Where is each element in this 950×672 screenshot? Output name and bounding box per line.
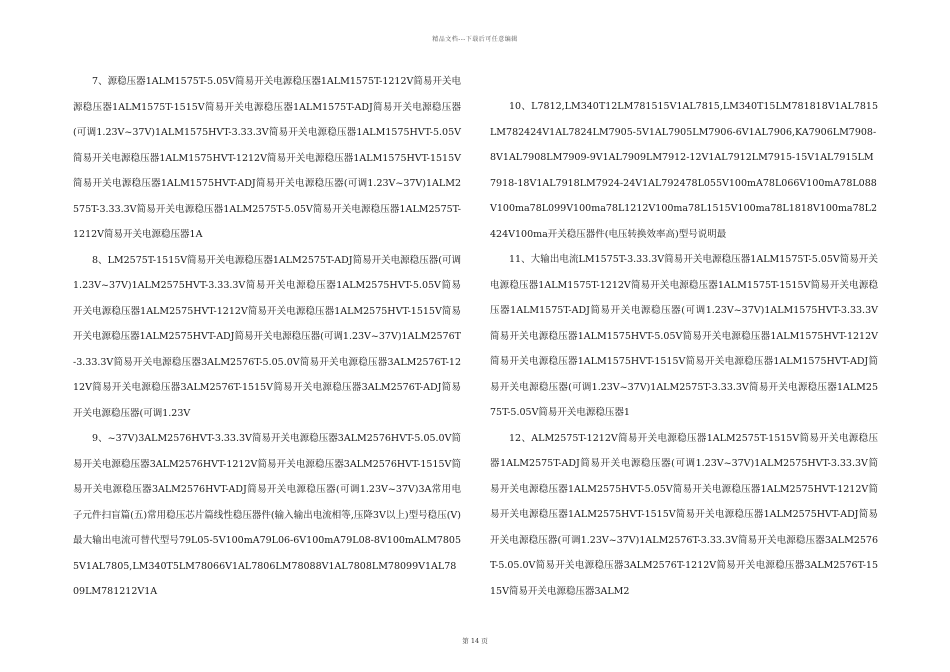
left-text-column <box>73 69 461 605</box>
paragraph-7: 7、源稳压器1ALM1575T-5.05V简易开关电源稳压器1ALM1575T-1212V简易开关电源稳压器1ALM1575T-1515V简易开关电源稳压器1ALM1575T-ADJ简易开关电源稳压器(可调1.23V~37V)1ALM1575HVT-3.33.3V简易开关电源稳压器1ALM1575HVT-5.05V简易开关电源稳压器1ALM1575HVT-1212V简易开关电源稳压器1ALM1575HVT-1515V简易开关电源稳压器1ALM1575HVT-ADJ简易开关电源稳压器(可调1.23V~37V)1ALM2575T-3.33.3V简易开关电源稳压器1ALM2575T-5.05V简易开关电源稳压器1ALM2575T-1212V简易开关电源稳压器1A <box>73 76 461 240</box>
paragraph-11: 11、大输出电流LM1575T-3.33.3V简易开关电源稳压器1ALM1575T-5.05V简易开关电源稳压器1ALM1575T-1212V简易开关电源稳压器1ALM1575T-1515V简易开关电源稳压器1ALM1575T-ADJ简易开关电源稳压器(可调1.23V~37V)1ALM1575HVT-3.33.3V简易开关电源稳压器1ALM1575HVT-5.05V简易开关电源稳压器1ALM1575HVT-1212V简易开关电源稳压器1ALM1575HVT-1515V简易开关电源稳压器1ALM1575HVT-ADJ简易开关电源稳压器(可调1.23V~37V)1ALM2575T-3.33.3V简易开关电源稳压器1ALM2575T-5.05V简易开关电源稳压器1 <box>490 254 878 418</box>
paragraph-10: 10、L7812,LM340T12LM781515V1AL7815,LM340T15LM781818V1AL7815LM782424V1AL7824LM7905-5V1AL7905LM7906-6V1AL7906,KA7906LM7908-8V1AL7908LM7909-9V1AL7909LM7912-12V1AL7912LM7915-15V1AL7915LM7918-18V1AL7918LM7924-24V1AL792478L055V100mA78L066V100mA78L088V100ma78L099V100ma78L1212V100ma78L1515V100ma78L1818V100ma78L2424V100ma开关稳压器件(电压转换效率高)型号说明最 <box>490 101 878 240</box>
right-text-column <box>490 94 878 604</box>
page-number: 第 14 页 <box>462 637 488 645</box>
paragraph-12: 12、ALM2575T-1212V简易开关电源稳压器1ALM2575T-1515V简易开关电源稳压器1ALM2575T-ADJ简易开关电源稳压器(可调1.23V~37V)1ALM2575HVT-3.33.3V简易开关电源稳压器1ALM2575HVT-5.05V简易开关电源稳压器1ALM2575HVT-1212V简易开关电源稳压器1ALM2575HVT-1515V简易开关电源稳压器1ALM2575HVT-ADJ简易开关电源稳压器(可调1.23V~37V)1ALM2576T-3.33.3V简易开关电源稳压器3ALM2576T-5.05.0V简易开关电源稳压器3ALM2576T-1212V简易开关电源稳压器3ALM2576T-1515V简易开关电源稳压器3ALM2 <box>490 432 878 597</box>
page-header: 精品文档---下载后可任意编辑 <box>432 36 518 43</box>
paragraph-8: 8、LM2575T-1515V简易开关电源稳压器1ALM2575T-ADJ简易开关电源稳压器(可调1.23V~37V)1ALM2575HVT-3.33.3V简易开关电源稳压器1ALM2575HVT-5.05V简易开关电源稳压器1ALM2575HVT-1212V简易开关电源稳压器1ALM2575HVT-1515V简易开关电源稳压器1ALM2575HVT-ADJ简易开关电源稳压器(可调1.23V~37V)1ALM2576T-3.33.3V简易开关电源稳压器3ALM2576T-5.05.0V简易开关电源稳压器3ALM2576T-1212V简易开关电源稳压器3ALM2576T-1515V简易开关电源稳压器3ALM2576T-ADJ简易开关电源稳压器(可调1.23V <box>73 254 461 419</box>
paragraph-9: 9、~37V)3ALM2576HVT-3.33.3V简易开关电源稳压器3ALM2576HVT-5.05.0V简易开关电源稳压器3ALM2576HVT-1212V简易开关电源稳压器3ALM2576HVT-1515V简易开关电源稳压器3ALM2576HVT-ADJ简易开关电源稳压器(可调1.23V~37V)3A常用电子元件扫盲篇(五)常用稳压芯片篇线性稳压器件(输入输出电流相等,压降3V以上)型号稳压(V)最大输出电流可替代型号79L05-5V100mA79L06-6V100mA79L08-8V100mALM78055V1AL7805,LM340T5LM78066V1AL7806LM78088V1AL7808LM78099V1AL7809LM781212V1A <box>73 433 461 597</box>
